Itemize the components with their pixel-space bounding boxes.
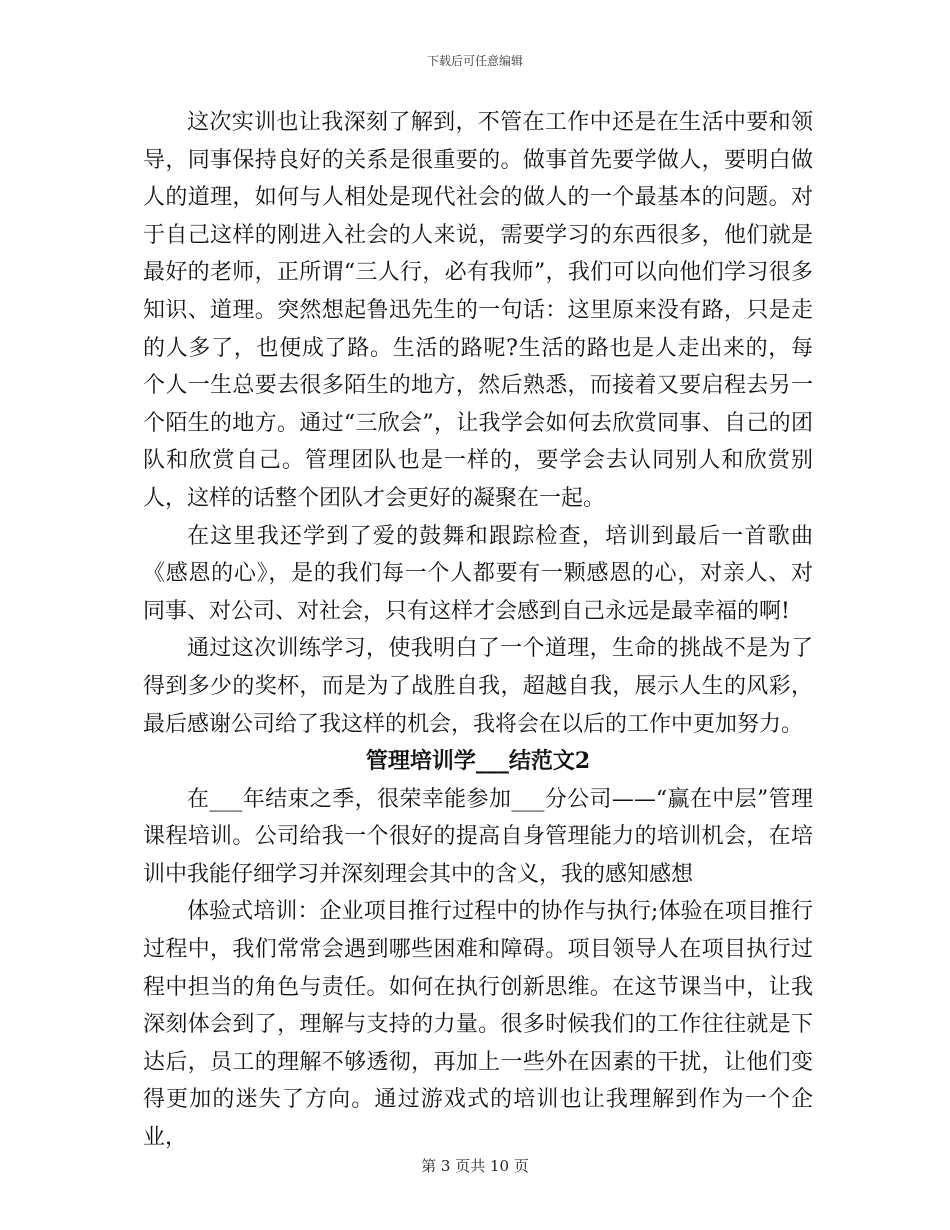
paragraph-gratitude: 在这里我还学到了爱的鼓舞和跟踪检查，培训到最后一首歌曲《感恩的心》，是的我们每一个人都要有一颗感恩的心，对亲人、对同事、对公司、对社会，只有这样才会感到自己永远是最幸福的啊! [143, 523, 813, 624]
page-number: 第 3 页共 10 页 [421, 1157, 529, 1175]
document-body [143, 104, 813, 1157]
page-header: 下载后可任意编辑 [426, 54, 523, 68]
paragraph-experiential-training: 体验式培训：企业项目推行过程中的协作与执行;体验在项目推行过程中，我们常常会遇到哪些困难和障碍。项目领导人在项目执行过程中担当的角色与责任。如何在执行创新思维。在这节课当中，让我深刻体会到了，理解与支持的力量。很多时候我们的工作往往就是下达后，员工的理解不够透彻，再加上一些外在因素的干扰，让他们变得更加的迷失了方向。通过游戏式的培训也让我理解到作为一个企业， [143, 899, 813, 1151]
paragraph-challenge: 通过这次训练学习，使我明白了一个道理，生命的挑战不是为了得到多少的奖杯，而是为了战胜自我，超越自我，展示人生的风彩，最后感谢公司给了我这样的机会，我将会在以后的工作中更加努力。 [143, 636, 813, 737]
section-title: 管理培训学___结范文2 [365, 748, 591, 775]
paragraph-relationships: 这次实训也让我深刻了解到，不管在工作中还是在生活中要和领导，同事保持良好的关系是很重要的。做事首先要学做人，要明白做人的道理，如何与人相处是现代社会的做人的一个最基本的问题。对于自己这样的刚进入社会的人来说，需要学习的东西很多，他们就是最好的老师，正所谓“三人行，必有我师”，我们可以向他们学习很多知识、道理。突然想起鲁迅先生的一句话：这里原来没有路，只是走的人多了，也便成了路。生活的路呢?生活的路也是人走出来的，每个人一生总要去很多陌生的地方，然后熟悉，而接着又要启程去另一个陌生的地方。通过“三欣会”，让我学会如何去欣赏同事、自己的团队和欣赏自己。管理团队也是一样的，要学会去认同别人和欣赏别人，这样的话整个团队才会更好的凝聚在一起。 [143, 110, 813, 511]
paragraph-training-intro: 在___年结束之季，很荣幸能参加___分公司——“赢在中层”管理课程培训。公司给我一个很好的提高自身管理能力的培训机会，在培训中我能仔细学习并深刻理会其中的含义，我的感知感想 [143, 786, 813, 887]
